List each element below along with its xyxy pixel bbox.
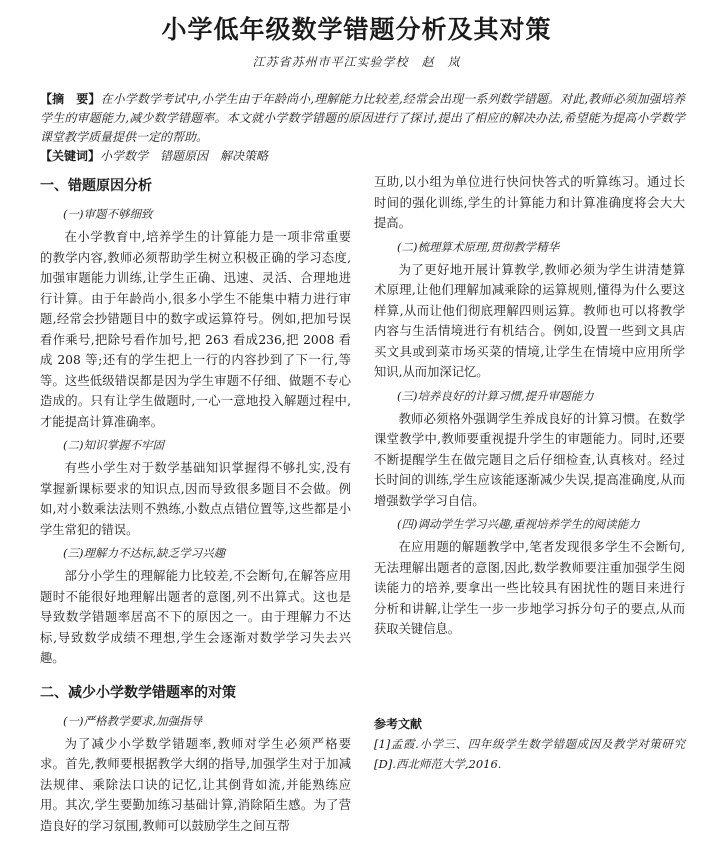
subsection-1-2-heading: (二)知识掌握不牢固 — [63, 438, 164, 452]
right-column — [374, 172, 685, 774]
section-1-heading: 一、错题原因分析 — [40, 178, 152, 194]
subsection-1-3-paragraph: 部分小学生的理解能力比较差,不会断句,在解答应用题时不能很好地理解出题者的意图,列不出算式。这也是导致数学错题率居高不下的原因之一。由于理解力不达标,导致数学成绩不理想,学生会逐渐对数学学习失去兴趣。 — [40, 569, 351, 665]
subsection-2-2-paragraph: 为了更好地开展计算教学,教师必须为学生讲清楚算术原理,让他们理解加减乘除的运算规则,懂得为什么要这样算,从而让他们彻底理解四则运算。教师也可以将教学内容与生活情境进行有机结合。例如,设置一些到文具店买文具或到菜市场买菜的情境,让学生在情境中应用所学知识,从而加深记忆。 — [374, 262, 685, 379]
section-2-heading: 二、减少小学数学错题率的对策 — [40, 684, 236, 701]
keywords-text: 小学数学 错题原因 解决策略 — [100, 149, 269, 163]
subsection-2-3-heading: (三)培养良好的计算习惯,提升审题能力 — [397, 388, 594, 403]
keywords-label: 【关键词】 — [40, 149, 101, 163]
subsection-2-1-paragraph: 为了减少小学数学错题率,教师对学生必须严格要求。首先,教师要根据教学大纲的指导,加强学生对于加减法规律、乘除法口诀的记忆,让其倒背如流,并能熟练应用。其次,学生要勤加练习基础计算,消除陌生感。为了营造良好的学习氛围,教师可以鼓励学生之间互帮 — [40, 736, 351, 833]
article-author: 江苏省苏州市平江实验学校 赵 岚 — [252, 55, 461, 69]
continued-paragraph: 互助,以小组为单位进行快问快答式的听算练习。通过长时间的强化训练,学生的计算能力和计算准确度将会大大提高。 — [374, 175, 685, 230]
abstract-paragraph — [40, 90, 685, 147]
subsection-2-4-heading: (四)调动学生学习兴趣,重视培养学生的阅读能力 — [397, 517, 640, 531]
article-title: 小学低年级数学错题分析及其对策 — [161, 15, 552, 44]
subsection-1-1-paragraph: 在小学教育中,培养学生的计算能力是一项非常重要的教学内容,教师必须帮助学生树立积极正确的学习态度,加强审题能力训练,让学生正确、迅速、灵活、合理地进行计算。由于年龄尚小,很多小学生不能集中精力进行审题,经常会抄错题目中的数字或运算符号。例如,把加号误看作乘号,把除号看作加号,把 263 看成236,把 2008 看成 208 等;还有的学生把上一行的内容抄到了下一行,等等。这些低级错误都是因为学生审题不仔细、做题不专心造成的。只有让学生做题时,一心一意地投入解题过程中,才能提高计算准确率。 — [40, 230, 351, 429]
subsection-1-2-paragraph: 有些小学生对于数学基础知识掌握得不够扎实,没有掌握新课标要求的知识点,因而导致很多题目不会做。例如,对小数乘法法则不熟练,小数点点错位置等,这些都是小学生常犯的错误。 — [40, 461, 351, 537]
subsection-1-3-heading: (三)理解力不达标,缺乏学习兴趣 — [63, 546, 226, 560]
subsection-2-3-paragraph: 教师必须格外强调学生养成良好的计算习惯。在数学课堂教学中,教师要重视提升学生的审题能力。同时,还要不断提醒学生在做完题目之后仔细检查,认真核对。经过长时间的训练,学生应该能逐渐减少失误,提高准确度,从而增强数学学习自信。 — [374, 411, 685, 508]
subsection-2-4-paragraph: 在应用题的解题教学中,笔者发现很多学生不会断句,无法理解出题者的意图,因此,数学教师要注重加强学生阅读能力的培养,要拿出一些比较具有困扰性的题目来进行分析和讲解,让学生一步一步地学习拆分句子的要点,从而获取关键信息。 — [374, 540, 685, 636]
subsection-2-2-heading: (二)梳理算术原理,贯彻教学精华 — [397, 239, 560, 254]
abstract-block — [40, 90, 685, 166]
abstract-label: 【摘 要】 — [40, 92, 101, 106]
subsection-1-1-heading: (一)审题不够细致 — [63, 207, 153, 221]
abstract-text: 在小学数学考试中,小学生由于年龄尚小,理解能力比较差,经常会出现一系列数学错题。对此,教师必须加强培养学生的审题能力,减少数学错题率。本文就小学数学错题的原因进行了探讨,提出了相应的解决办法,希望能为提高小学数学课堂教学质量提供一定的帮助。 — [40, 92, 685, 144]
reference-item: [1]孟霞.小学三、四年级学生数学错题成因及教学对策研究[D].西北师范大学,2016. — [374, 736, 685, 771]
subsection-2-1-heading: (一)严格教学要求,加强指导 — [63, 713, 203, 728]
left-column — [40, 172, 351, 836]
references-heading: 参考文献 — [374, 716, 423, 731]
keywords-paragraph — [40, 147, 685, 166]
